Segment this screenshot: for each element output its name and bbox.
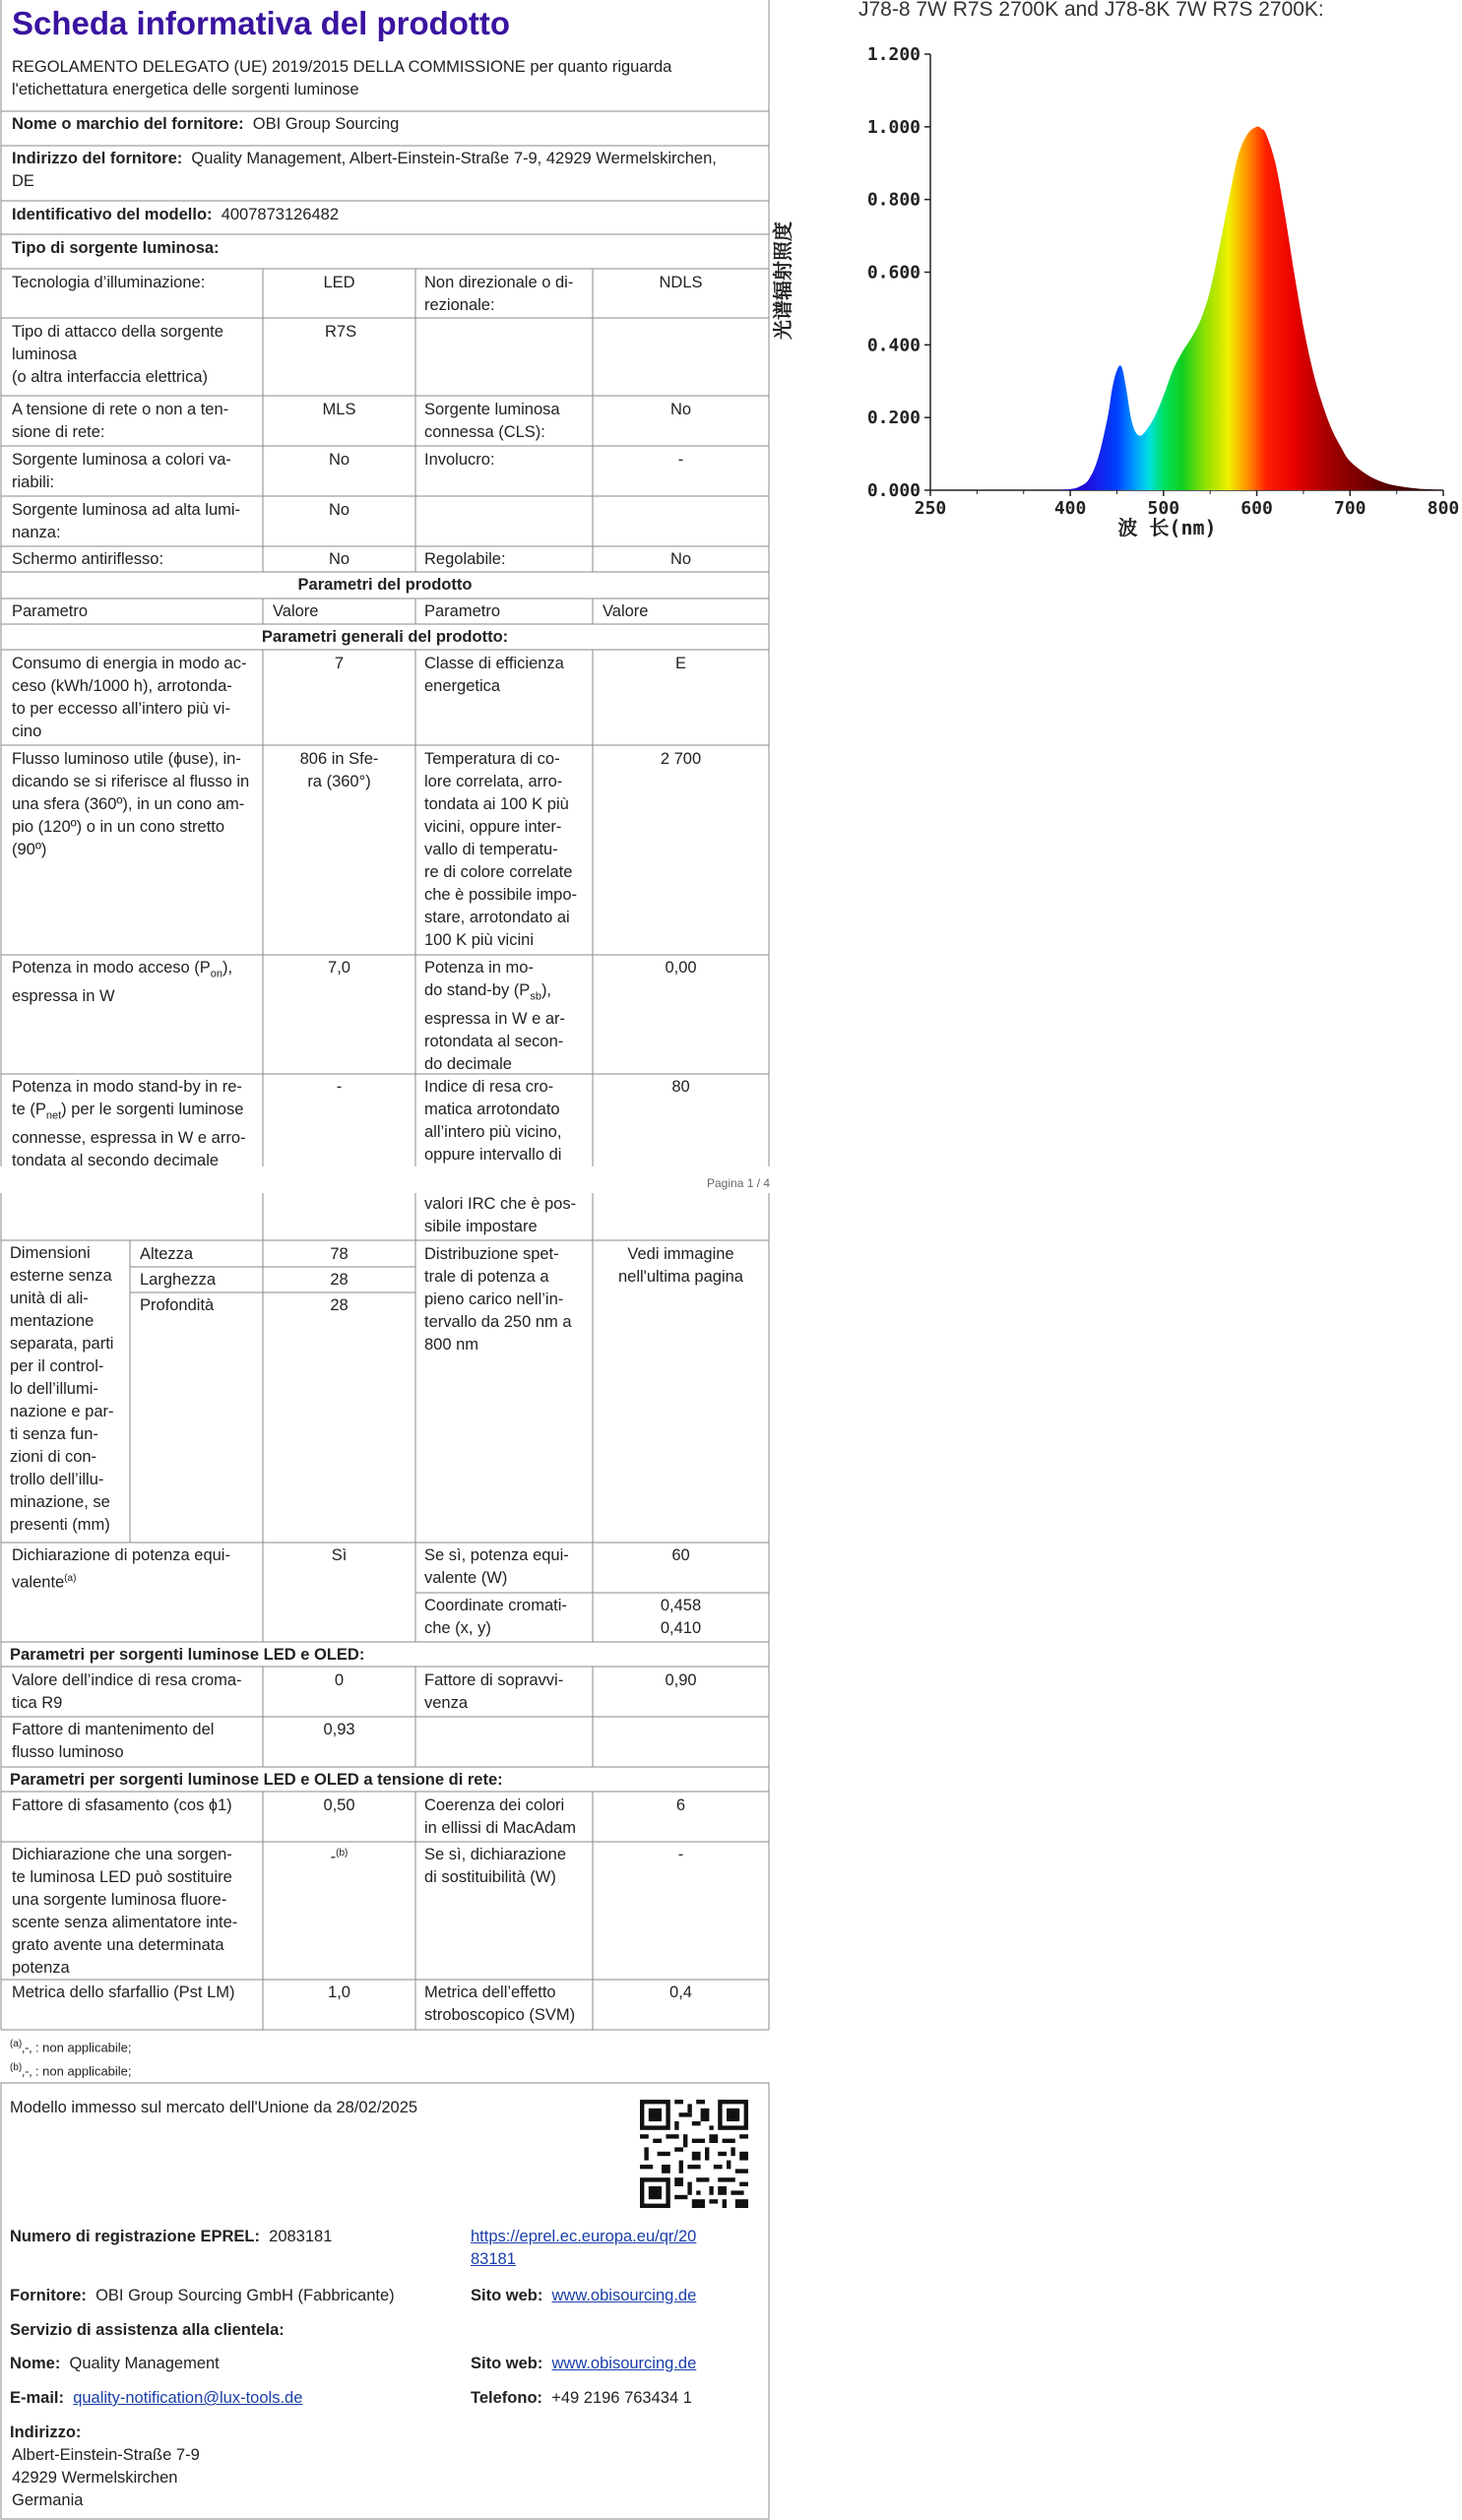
svm-value: 0,4 (669, 1984, 692, 2001)
replacement-watts-label: Se sì, dichiarazione di sostituibilità (W) (424, 1846, 566, 1886)
footnote-a: $^{(a)}$‚-‚ : non applicabile; (10, 2039, 132, 2055)
email-row (10, 2387, 302, 2410)
source-row-label: Tecnologia d’illuminazione: (12, 274, 206, 291)
email-link[interactable]: quality-notification@lux-tools.de (73, 2389, 303, 2407)
r9-label: Valore dell’indice di resa croma- tica R9 (12, 1671, 242, 1712)
network-standby-value: - (336, 1078, 343, 1096)
lumen-maintenance-label: Fattore di mantenimento del flusso luminoso (12, 1721, 215, 1761)
flicker-label: Metrica dello sfarfallio (Pst LM) (12, 1984, 235, 2001)
eprel-row (10, 2226, 332, 2248)
survival-factor-label: Fattore di sopravvi- venza (424, 1671, 564, 1712)
r9-value: 0 (334, 1671, 345, 1689)
contact-name-label: Nome: (10, 2355, 61, 2372)
y-tick-label: 0.800 (866, 189, 921, 211)
contact-name-value: Quality Management (69, 2355, 220, 2372)
width-value: 28 (330, 1271, 349, 1289)
cri-label-continued: valori IRC che è pos- sibile impostare (424, 1195, 577, 1235)
cri-label: Indice di resa cro- matica arrotondato all’intero più vicino, oppure intervallo di (424, 1078, 562, 1164)
replacement-watts-value: - (677, 1846, 684, 1863)
source-row-value-2: No (669, 401, 692, 418)
spectrum-chart (768, 20, 1462, 541)
website-row-2 (471, 2353, 696, 2375)
supplier-name-row (12, 113, 399, 136)
spd-label: Distribuzione spet- trale di potenza a pieno carico nell’in- tervallo da 250 nm a 800 nm (424, 1245, 572, 1354)
chromaticity-value: 0,458 0,410 (660, 1597, 702, 1637)
supplier-name-value: OBI Group Sourcing (252, 115, 400, 133)
website-link-2[interactable]: www.obisourcing.de (551, 2355, 697, 2372)
replacement-claim-label: Dichiarazione che una sorgen- te luminosa LED può sostituire una sorgente luminosa fluore- scente senza alimentatore inte- grato avente una determinata potenza (12, 1846, 238, 1977)
width-label: Larghezza (140, 1271, 217, 1289)
footnote-b: $^{(b)}$‚-‚ : non applicabile; (10, 2062, 132, 2079)
x-tick-label: 800 (1427, 498, 1460, 519)
power-factor-value: 0,50 (323, 1796, 355, 1814)
supplier-address-label: Indirizzo del fornitore: (12, 150, 183, 167)
website-label-2: Sito web: (471, 2355, 543, 2372)
page-title: Scheda informativa del prodotto (12, 5, 511, 41)
supplier-row (10, 2285, 395, 2307)
y-tick-label: 0.200 (866, 408, 921, 429)
supplier-address-row (12, 148, 717, 170)
eprel-value: 2083181 (269, 2228, 333, 2245)
equivalent-power-label: Dichiarazione di potenza equi- valente$^{(a)}$ (12, 1546, 230, 1592)
depth-label: Profondità (140, 1296, 215, 1314)
chromaticity-label: Coordinate cromati- che (x, y) (424, 1597, 567, 1637)
x-tick-label: 700 (1334, 498, 1367, 519)
supplier-value: OBI Group Sourcing GmbH (Fabbricante) (95, 2287, 395, 2304)
x-tick-label: 400 (1053, 498, 1087, 519)
replacement-claim-value: -$^{(b)}$ (330, 1848, 349, 1866)
col-header-param-2: Parametro (424, 602, 501, 620)
flicker-value: 1,0 (328, 1984, 350, 2001)
standby-power-value: 0,00 (665, 959, 697, 976)
website-label: Sito web: (471, 2287, 543, 2304)
macadam-label: Coerenza dei colori in ellissi di MacAdam (424, 1796, 577, 1837)
energy-consumption-value: 7 (334, 655, 345, 672)
website-link[interactable]: www.obisourcing.de (551, 2287, 697, 2304)
col-header-value: Valore (273, 602, 319, 620)
x-tick-label: 250 (914, 498, 947, 519)
cct-label: Temperatura di co- lore correlata, arro- tondata ai 100 K più vicini, oppure inter- vallo di temperatu- re di colore correlate che è possibile impo- stare, arrotondato ai 100 K più vicini (424, 750, 577, 949)
phone-label: Telefono: (471, 2389, 543, 2407)
source-row-label: Sorgente luminosa a colori va- riabili: (12, 451, 231, 491)
y-tick-label: 1.200 (866, 44, 921, 65)
equivalent-watts-value: 60 (671, 1546, 690, 1564)
regulation-text: REGOLAMENTO DELEGATO (UE) 2019/2015 DELLA COMMISSIONE per quanto riguarda l'etichettatura energetica delle sorgenti luminose (12, 58, 672, 98)
email-label: E-mail: (10, 2389, 65, 2407)
model-id-row (12, 204, 339, 226)
address-label: Indirizzo: (10, 2424, 82, 2441)
chart-title: J78-8 7W R7S 2700K and J78-8K 7W R7S 2700K: (858, 0, 1324, 21)
dimensions-label: Dimensioni esterne senza unità di ali- mentazione separata, parti per il control- lo dell’illumi- nazione e par- ti senza fun- zioni di con- trollo dell’illu- minazione, se presenti (mm) (10, 1244, 114, 1534)
spd-value: Vedi immagine nell'ultima pagina (618, 1245, 743, 1286)
lumen-maintenance-value: 0,93 (323, 1721, 355, 1738)
general-params-heading: Parametri generali del prodotto: (261, 628, 509, 646)
equivalent-power-value: Sì (331, 1546, 348, 1564)
efficiency-class-label: Classe di efficienza energetica (424, 655, 564, 695)
source-row-value: LED (323, 274, 355, 291)
market-date: Modello immesso sul mercato dell'Unione da 28/02/2025 (10, 2099, 418, 2116)
supplier-label: Fornitore: (10, 2287, 87, 2304)
depth-value: 28 (330, 1296, 349, 1314)
height-label: Altezza (140, 1245, 194, 1263)
supplier-address-value: Quality Management, Albert-Einstein-Straße 7-9, 42929 Wermelskirchen, (191, 150, 717, 167)
luminous-flux-value: 806 in Sfe- ra (360°) (299, 750, 379, 790)
y-axis-label: 光谱辐射照度 (771, 221, 795, 340)
source-row-value: No (328, 451, 350, 469)
mains-params-heading: Parametri per sorgenti luminose LED e OLED a tensione di rete: (10, 1771, 503, 1789)
luminous-flux-label: Flusso luminoso utile (ɸuse), in- dicando se si riferisce al flusso in una sfera (360º), in un cono am- pio (120º) o in un cono stretto (90º) (12, 750, 250, 858)
source-row-label-2: Regolabile: (424, 550, 506, 568)
source-row-label-2: Involucro: (424, 451, 495, 469)
macadam-value: 6 (675, 1796, 686, 1814)
x-axis-label: 波 长(nm) (1117, 516, 1217, 539)
y-tick-label: 0.000 (866, 480, 921, 501)
source-row-label-2: Sorgente luminosa connessa (CLS): (424, 401, 560, 441)
on-mode-power-value: 7,0 (328, 959, 350, 976)
supplier-address-country: DE (12, 172, 34, 190)
source-row-label: Tipo di attacco della sorgente luminosa (o altra interfaccia elettrica) (12, 323, 223, 386)
customer-service-heading: Servizio di assistenza alla clientela: (10, 2321, 285, 2339)
survival-factor-value: 0,90 (665, 1671, 697, 1689)
phone-row (471, 2387, 692, 2410)
height-value: 78 (330, 1245, 349, 1263)
spectrum-area (1051, 127, 1443, 490)
col-header-param: Parametro (12, 602, 89, 620)
address-value: Albert-Einstein-Straße 7-9 42929 Wermelskirchen Germania (12, 2446, 200, 2509)
energy-consumption-label: Consumo di energia in modo ac- ceso (kWh/1000 h), arrotonda- to per eccesso all’intero più vi- cino (12, 655, 247, 740)
y-tick-label: 0.400 (866, 335, 921, 356)
contact-name-row (10, 2353, 220, 2375)
source-row-label: Schermo antiriflesso: (12, 550, 164, 568)
source-row-value: No (328, 501, 350, 519)
standby-power-label: Potenza in mo- do stand-by $(P_{sb})$, espressa in W e ar- rotondata al secon- do decimale (424, 959, 566, 1074)
eprel-link[interactable]: https://eprel.ec.europa.eu/qr/20 83181 (471, 2228, 697, 2268)
qr-code (640, 2100, 748, 2208)
x-tick-label: 500 (1147, 498, 1180, 519)
svm-label: Metrica dell’effetto stroboscopico (SVM) (424, 1984, 576, 2024)
col-header-value-2: Valore (603, 602, 649, 620)
x-tick-label: 600 (1240, 498, 1273, 519)
page-number: Pagina 1 / 4 (707, 1176, 771, 1190)
power-factor-label: Fattore di sfasamento (cos ɸ1) (12, 1796, 232, 1814)
y-tick-label: 0.600 (866, 262, 921, 284)
source-row-value-2: No (669, 550, 692, 568)
equivalent-watts-label: Se sì, potenza equi- valente (W) (424, 1546, 569, 1587)
cct-value: 2 700 (660, 750, 702, 768)
source-row-value: R7S (325, 323, 357, 341)
source-row-label-2: Non direzionale o di- rezionale: (424, 274, 574, 314)
source-row-value-2: NDLS (659, 274, 703, 291)
model-id-value: 4007873126482 (221, 206, 339, 223)
source-row-value: No (328, 550, 350, 568)
eprel-label: Numero di registrazione EPREL: (10, 2228, 260, 2245)
params-heading: Parametri del prodotto (297, 576, 473, 594)
cri-value: 80 (671, 1078, 690, 1096)
efficiency-class-value: E (674, 655, 686, 672)
source-type-heading: Tipo di sorgente luminosa: (12, 239, 220, 257)
phone-value: +49 2196 763434 1 (551, 2389, 692, 2407)
supplier-name-label: Nome o marchio del fornitore: (12, 115, 244, 133)
y-tick-label: 1.000 (866, 116, 921, 138)
model-id-label: Identificativo del modello: (12, 206, 213, 223)
network-standby-label: Potenza in modo stand-by in re- te $(P_{net})$ per le sorgenti luminose connesse, espressa in W e arro- tondata al secondo decimale (12, 1078, 246, 1170)
source-row-value: MLS (322, 401, 356, 418)
source-row-value-2: - (677, 451, 684, 469)
on-mode-power-label: Potenza in modo acceso $(P_{on})$, espressa in W (12, 959, 233, 1006)
website-row (471, 2285, 696, 2307)
led-params-heading: Parametri per sorgenti luminose LED e OLED: (10, 1646, 365, 1664)
source-row-label: A tensione di rete o non a ten- sione di rete: (12, 401, 229, 441)
source-row-label: Sorgente luminosa ad alta lumi- nanza: (12, 501, 241, 541)
